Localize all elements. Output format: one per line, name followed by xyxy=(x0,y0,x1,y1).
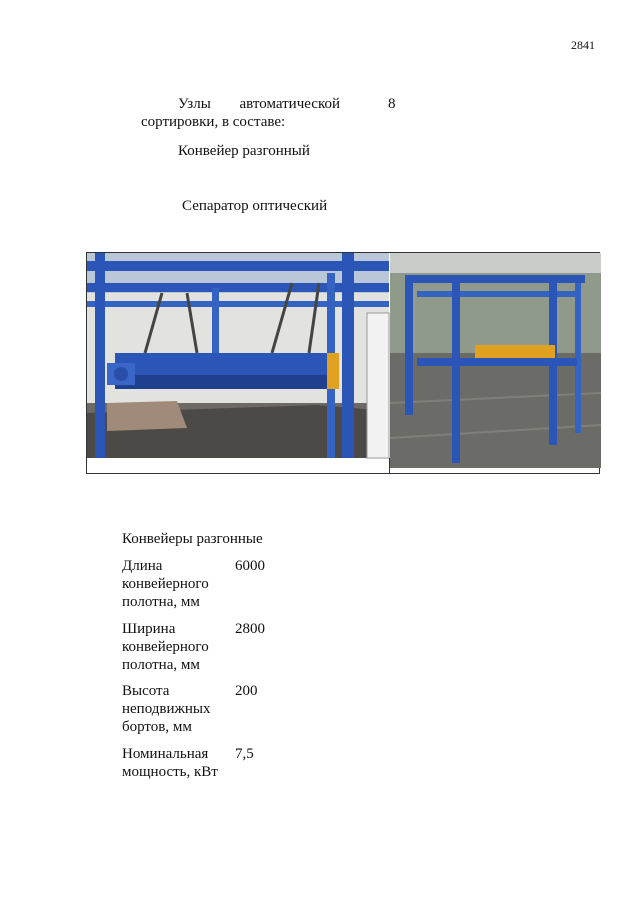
item-label-line-2: сортировки, в составе: xyxy=(141,114,286,130)
spec-name: Номинальная мощность, кВт xyxy=(122,746,218,780)
spec-value: 2800 xyxy=(235,621,265,637)
separator-photo xyxy=(390,253,601,468)
page-number: 2841 xyxy=(571,38,595,52)
spec-name: Длина конвейерного полотна, мм xyxy=(122,558,209,610)
conveyor-photo xyxy=(87,253,389,458)
spec-name: Ширина конвейерного полотна, мм xyxy=(122,621,209,673)
subitem-conveyor: Конвейер разгонный xyxy=(178,143,310,159)
spec-value: 200 xyxy=(235,683,258,699)
equipment-photos xyxy=(86,252,600,474)
subitem-separator: Сепаратор оптический xyxy=(182,198,328,214)
spec-value: 6000 xyxy=(235,558,265,574)
spec-value: 7,5 xyxy=(235,746,254,762)
equipment-photos-illustration xyxy=(87,253,601,475)
photo-divider xyxy=(389,458,390,474)
specs-title: Конвейеры разгонные xyxy=(122,531,263,547)
item-quantity: 8 xyxy=(388,96,396,112)
spec-name: Высота неподвижных бортов, мм xyxy=(122,683,211,735)
item-label-line-1: Узлы автоматической xyxy=(178,96,340,112)
